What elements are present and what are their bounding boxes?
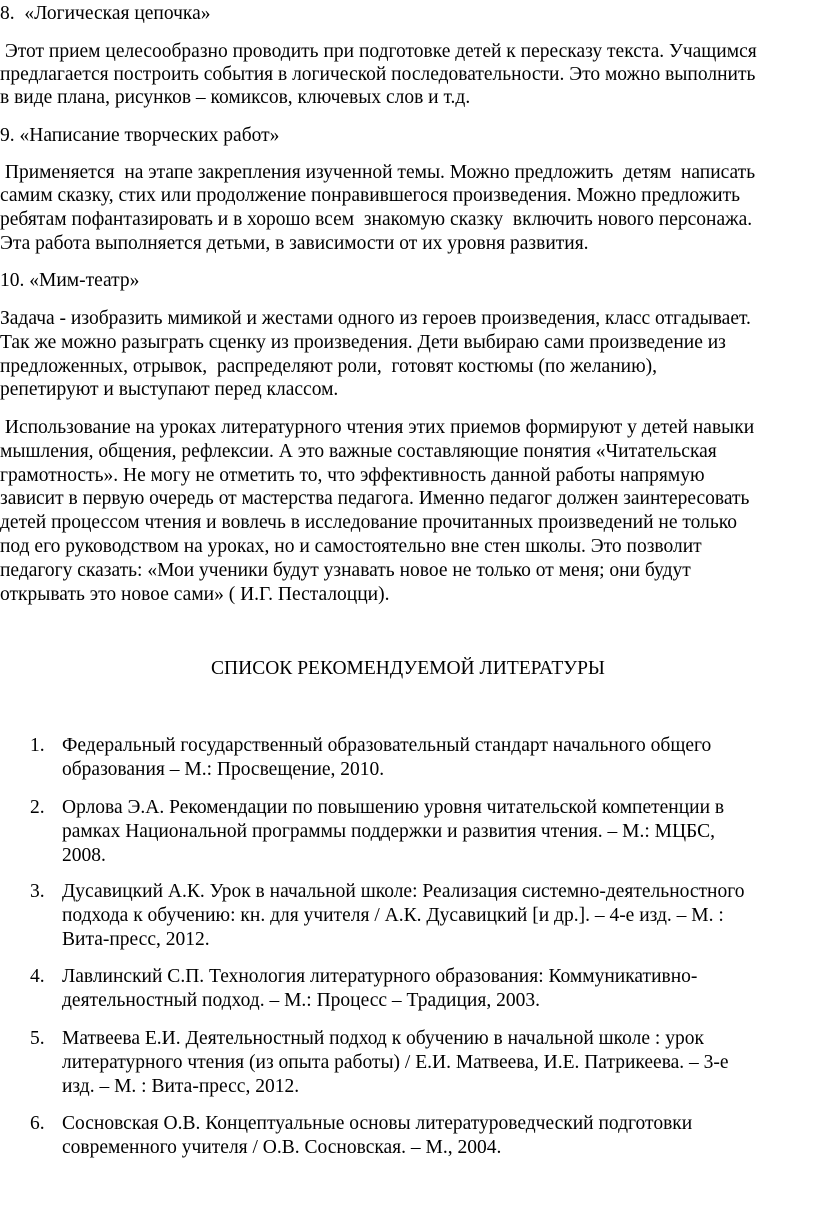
list-item-number: 4.: [30, 966, 45, 987]
paragraph-line: Задача - изобразить мимикой и жестами одного из героев произведения, класс отгадывает.: [0, 308, 751, 329]
reference-line: рамках Национальной программы поддержки и развития чтения. – М.: МЦБС,: [62, 821, 716, 842]
paragraph-line: Этот прием целесообразно проводить при подготовке детей к пересказу текста. Учащимся: [0, 41, 757, 62]
list-item-number: 2.: [30, 797, 45, 818]
reference-line: Матвеева Е.И. Деятельностный подход к обучению в начальной школе : урок: [62, 1028, 704, 1049]
reference-line: Дусавицкий А.К. Урок в начальной школе: Реализация системно-деятельностного: [62, 881, 745, 902]
conclusion-line: Использование на уроках литературного чтения этих приемов формируют у детей навыки: [0, 417, 755, 438]
conclusion-line: мышления, общения, рефлексии. А это важные составляющие понятия «Читательская: [0, 441, 717, 462]
list-item-number: 6.: [30, 1113, 45, 1134]
conclusion-line: под его руководством на уроках, но и самостоятельно вне стен школы. Это позволит: [0, 536, 702, 557]
conclusion-line: детей процессом чтения и вовлечь в исследование прочитанных произведений не только: [0, 512, 737, 533]
reference-line: Федеральный государственный образовательный стандарт начального общего: [62, 735, 712, 756]
paragraph-line: самим сказку, стих или продолжение понравившегося произведения. Можно предложить: [0, 185, 740, 206]
reference-line: Вита-пресс, 2012.: [62, 929, 210, 950]
section-heading-creative-works: 9. «Написание творческих работ»: [0, 125, 280, 146]
conclusion-line: зависит в первую очередь от мастерства педагога. Именно педагог должен заинтересовать: [0, 488, 750, 509]
paragraph-line: репетируют и выступают перед классом.: [0, 379, 339, 400]
reference-line: современного учителя / О.В. Сосновская. – М., 2004.: [62, 1137, 502, 1158]
list-item-number: 1.: [30, 735, 45, 756]
paragraph-line: Применяется на этапе закрепления изученной темы. Можно предложить детям написать: [0, 162, 756, 183]
conclusion-line: педагогу сказать: «Мои ученики будут узнавать новое не только от меня; они будут: [0, 560, 691, 581]
paragraph-line: в виде плана, рисунков – комиксов, ключевых слов и т.д.: [0, 87, 471, 108]
reference-line: изд. – М. : Вита-пресс, 2012.: [62, 1076, 300, 1097]
reference-line: литературного чтения (из опыта работы) / Е.И. Матвеева, И.Е. Патрикеева. – 3-е: [62, 1052, 729, 1073]
paragraph-line: ребятам пофантазировать и в хорошо всем знакомую сказку включить нового персонажа.: [0, 209, 753, 230]
list-item-number: 5.: [30, 1028, 45, 1049]
reference-line: Лавлинский С.П. Технология литературного образования: Коммуникативно-: [62, 966, 698, 987]
reference-line: Орлова Э.А. Рекомендации по повышению уровня читательской компетенции в: [62, 797, 725, 818]
paragraph-line: Так же можно разыграть сценку из произведения. Дети выбираю сами произведение из: [0, 332, 726, 353]
reference-line: подхода к обучению: кн. для учителя / А.К. Дусавицкий [и др.]. – 4-е изд. – М. :: [62, 905, 724, 926]
section-heading-logical-chain: 8. «Логическая цепочка»: [0, 3, 211, 24]
paragraph-line: предлагается построить события в логической последовательности. Это можно выполнить: [0, 64, 756, 85]
conclusion-line: грамотность». Не могу не отметить то, что эффективность данной работы напрямую: [0, 465, 705, 486]
reference-line: Сосновская О.В. Концептуальные основы литературоведческий подготовки: [62, 1113, 693, 1134]
reference-line: деятельностный подход. – М.: Процесс – Традиция, 2003.: [62, 990, 540, 1011]
conclusion-line: открывать это новое сами» ( И.Г. Песталоцци).: [0, 584, 390, 605]
reference-line: 2008.: [62, 845, 106, 866]
paragraph-line: предложенных, отрывок, распределяют роли, готовят костюмы (по желанию),: [0, 356, 658, 377]
reference-line: образования – М.: Просвещение, 2010.: [62, 759, 385, 780]
list-item-number: 3.: [30, 881, 45, 902]
section-heading-mime-theatre: 10. «Мим-театр»: [0, 270, 140, 291]
paragraph-line: Эта работа выполняется детьми, в зависимости от их уровня развития.: [0, 233, 589, 254]
bibliography-title: СПИСОК РЕКОМЕНДУЕМОЙ ЛИТЕРАТУРЫ: [211, 658, 605, 679]
